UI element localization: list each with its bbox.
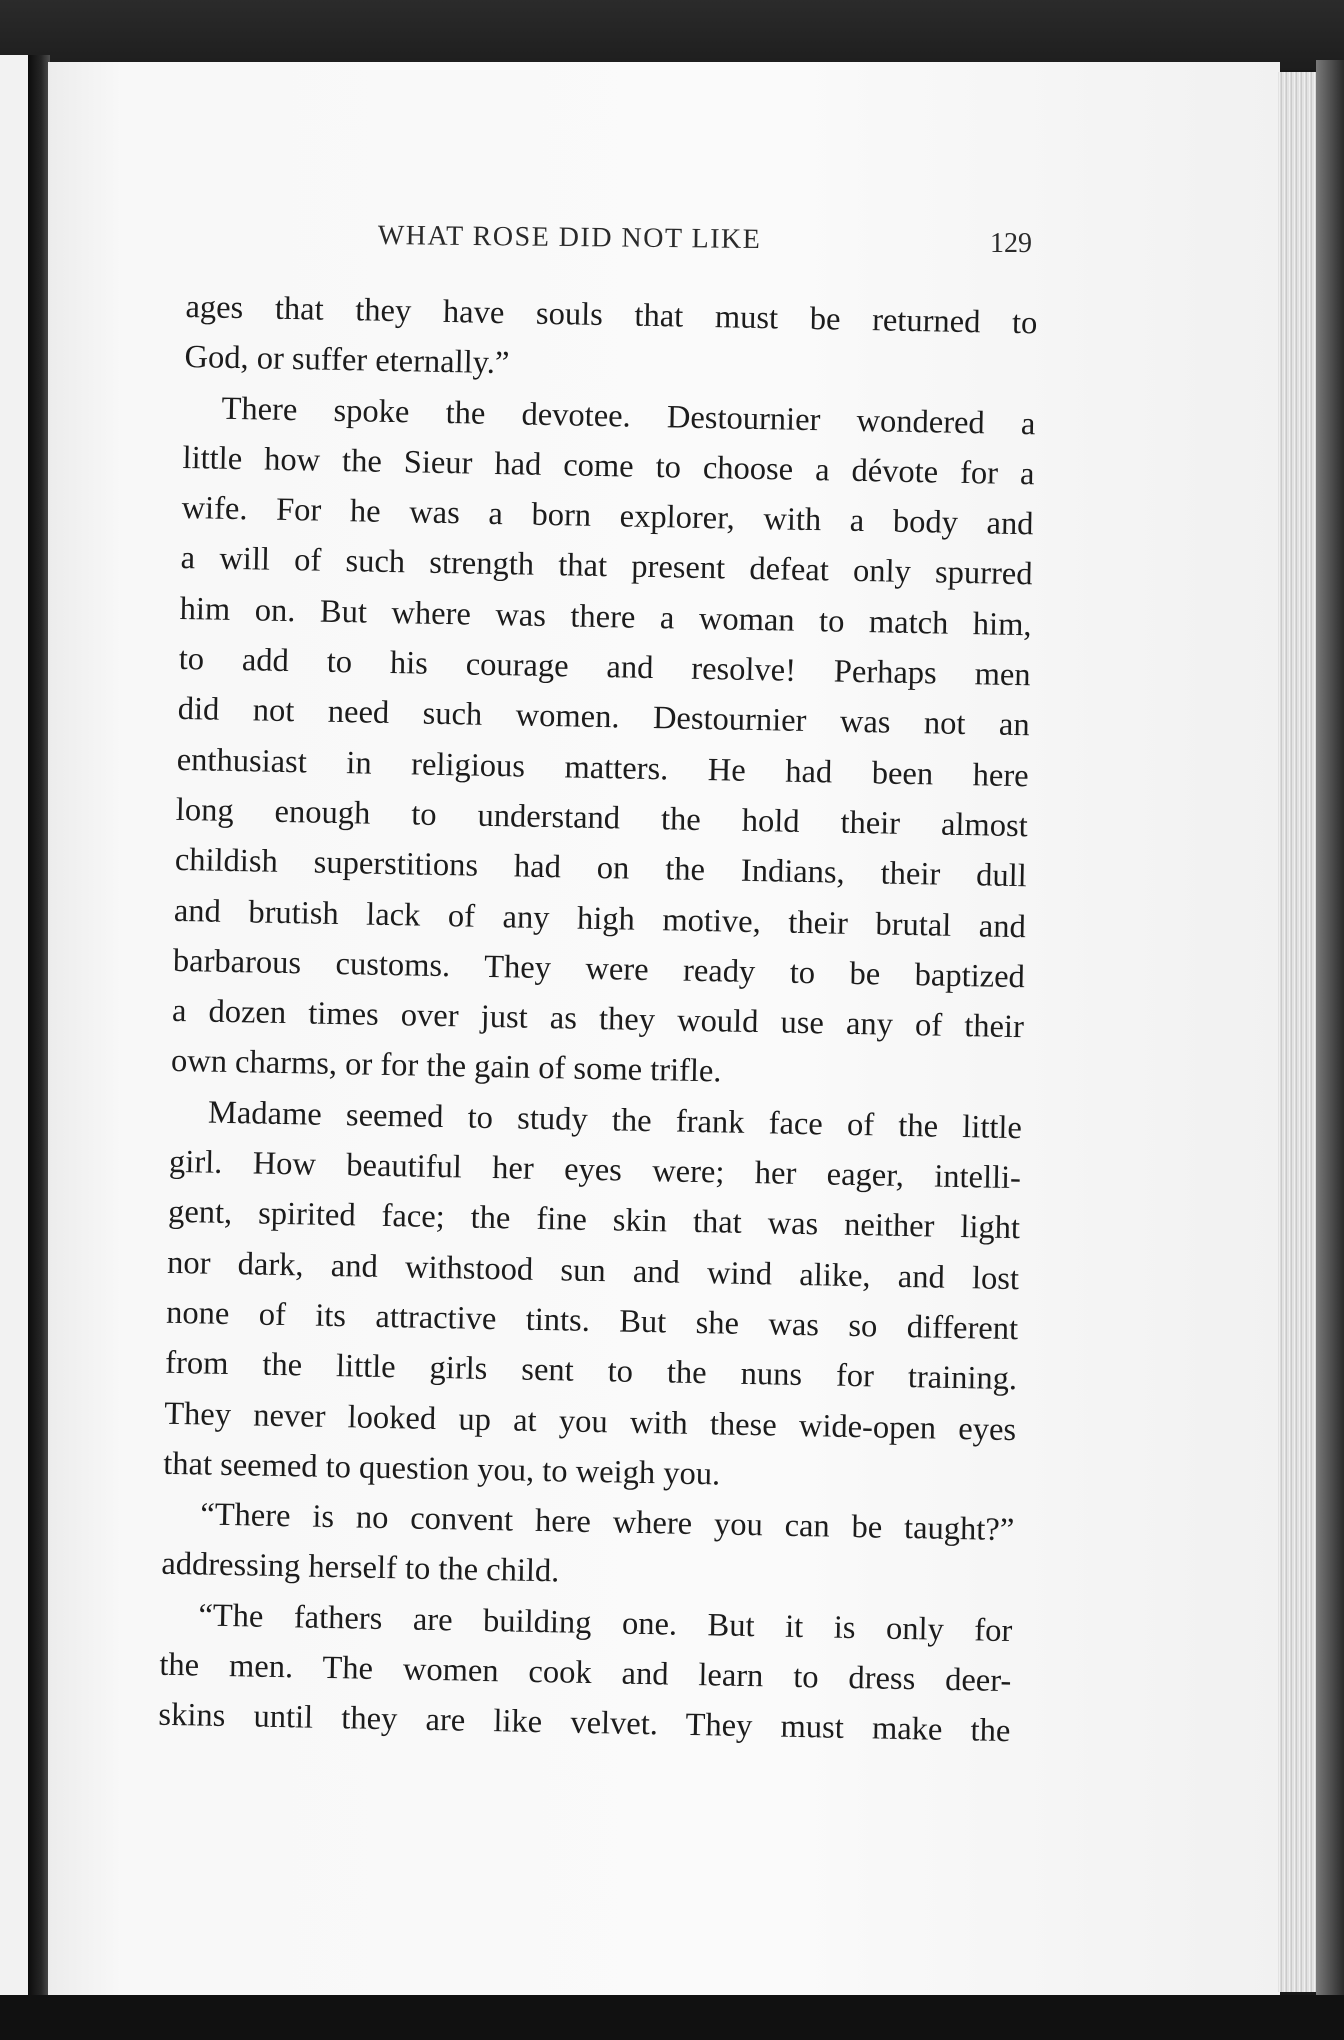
text-line: barbarous customs. They were ready to be baptized <box>172 942 1026 996</box>
text-line: enthusiast in religious matters. He had been here <box>176 741 1030 794</box>
text-line: They never looked up at you with these wide-open eyes <box>163 1395 1017 1448</box>
text-line: girl. How beautiful her eyes were; her eager, intelli- <box>168 1143 1022 1197</box>
text-line: God, or suffer eternally.” <box>184 339 510 382</box>
book-fore-edge <box>1316 60 1344 2005</box>
text-line: gent, spirited face; the fine skin that was neither light <box>167 1194 1021 1247</box>
body-text <box>158 282 1038 1757</box>
text-line: and brutish lack of any high motive, their brutal and <box>173 892 1027 945</box>
text-line: wife. For he was a born explorer, with a body and <box>181 490 1034 543</box>
text-line: There spoke the devotee. Destournier wondered a <box>221 390 1036 442</box>
book-spine-shadow <box>28 55 50 2000</box>
text-line: own charms, or for the gain of some trifle. <box>170 1043 722 1090</box>
text-line: “There is no convent here where you can be taught?” <box>199 1496 1015 1549</box>
text-line: addressing herself to the child. <box>161 1546 560 1590</box>
text-line: him on. But where was there a woman to match him, <box>179 590 1032 644</box>
text-line: that seemed to question you, to weigh you. <box>162 1445 721 1493</box>
text-line: to add to his courage and resolve! Perhaps men <box>178 641 1031 694</box>
text-line: from the little girls sent to the nuns for training. <box>164 1345 1018 1398</box>
running-head: WHAT ROSE DID NOT LIKE <box>377 220 762 256</box>
text-line: a will of such strength that present defeat only spurred <box>180 540 1033 593</box>
text-line: none of its attractive tints. But she was so different <box>165 1294 1019 1348</box>
text-line: little how the Sieur had come to choose a dévote for a <box>182 439 1035 493</box>
text-line: did not need such women. Destournier was not an <box>177 691 1030 744</box>
text-line: skins until they are like velvet. They must make the <box>158 1697 1011 1750</box>
text-line: ages that they have souls that must be returned to <box>185 288 1038 342</box>
page-number: 129 <box>990 228 1032 259</box>
page-edge-stack <box>1278 72 1318 1992</box>
text-line: childish superstitions had on the Indians, their dull <box>174 842 1028 895</box>
left-page-sliver <box>0 55 30 2005</box>
text-line: the men. The women cook and learn to dress deer- <box>159 1646 1012 1700</box>
text-line: “The fathers are building one. But it is only for <box>198 1597 1013 1649</box>
text-line: long enough to understand the hold their almost <box>175 791 1029 845</box>
scanner-top-edge <box>0 0 1344 70</box>
text-line: Madame seemed to study the frank face of the little <box>207 1094 1023 1146</box>
text-line: nor dark, and withstood sun and wind alike, and lost <box>166 1244 1020 1297</box>
text-line: a dozen times over just as they would use any of their <box>171 993 1025 1046</box>
scanner-bottom-edge <box>0 1995 1344 2040</box>
